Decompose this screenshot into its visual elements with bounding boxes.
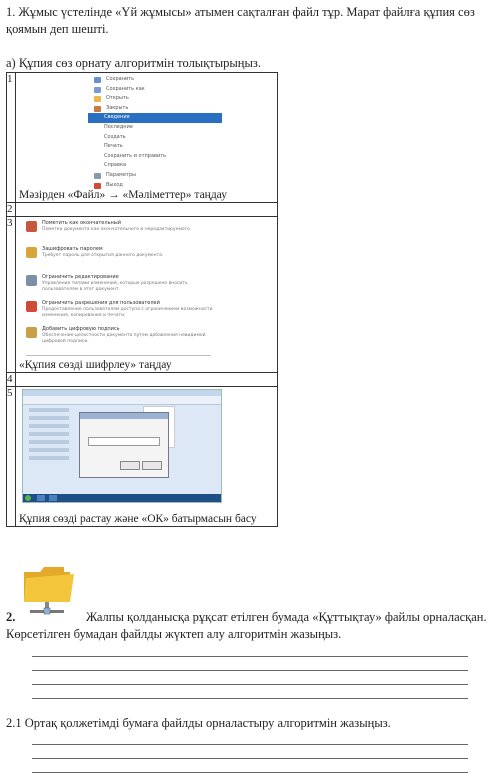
taskbar-icon <box>37 495 45 501</box>
step-1-cell <box>16 73 278 203</box>
cancel-button <box>142 461 162 470</box>
answer-line <box>32 656 468 657</box>
taskbar-icon <box>49 495 57 501</box>
step-5-caption: Құпия сөзді растау және «ОК» батырмасын басу <box>19 513 257 525</box>
divider <box>26 355 211 356</box>
protect-document-screenshot <box>24 220 224 350</box>
menu-item-save-as: Сохранить как <box>88 85 224 95</box>
step-4-blank <box>16 373 278 387</box>
password-field <box>88 437 160 446</box>
task2-text-line1: Жалпы қолданысқа рұқсат етілген бумада «Құттықтау» файлы орналасқан. <box>86 610 487 624</box>
step-5-cell <box>16 387 278 527</box>
permissions-icon <box>26 301 37 312</box>
step-3-caption: «Құпия сөзді шифрлеу» таңдау <box>19 359 172 371</box>
menu-item-save-send: Сохранить и отправить <box>104 152 167 159</box>
algorithm-table <box>6 72 278 527</box>
signature-icon <box>26 327 37 338</box>
open-folder-icon <box>94 96 101 102</box>
task2-1-text: 2.1 Ортақ қолжетімді бумаға файлды орналастыру алгоритмін жазыңыз. <box>6 716 391 730</box>
info-item: Добавить цифровую подпись Обеспечение целостности документа путем добавления невидимой цифровой подписи. <box>24 326 224 350</box>
menu-item-new: Создать <box>104 133 126 140</box>
menu-item-recent: Последние <box>104 123 133 130</box>
side-panel <box>29 408 69 464</box>
step-1-caption: Мәзірден «Файл» → «Мәліметтер» таңдау <box>19 189 227 201</box>
save-icon <box>94 77 101 83</box>
shared-folder-icon <box>20 558 78 618</box>
step-number: 3 <box>7 217 16 373</box>
task1-subtask-a: а) Құпия сөз орнату алгоритмін толықтырыңыз. <box>6 56 261 70</box>
save-as-icon <box>94 87 101 93</box>
answer-line <box>32 772 468 773</box>
edit-lock-icon <box>26 275 37 286</box>
task2-text-line2: Көрсетілген бумадан файлды жүктеп алу алгоритмін жазыңыз. <box>6 627 342 641</box>
final-doc-icon <box>26 221 37 232</box>
step-3-cell <box>16 217 278 373</box>
taskbar <box>23 494 221 502</box>
close-file-icon <box>94 106 101 112</box>
menu-item-save: Сохранить <box>88 75 224 85</box>
step-number: 1 <box>7 73 16 203</box>
password-dialog-screenshot <box>22 389 222 503</box>
info-item: Пометить как окончательный Пометка документа как окончательного и нередактируемого. <box>24 220 224 246</box>
menu-item-print: Печать <box>104 143 123 150</box>
menu-item-open: Открыть <box>88 94 224 104</box>
answer-line <box>32 698 468 699</box>
start-icon <box>25 495 31 501</box>
step-number: 2 <box>7 203 16 217</box>
info-item: Ограничить разрешения для пользователей Предоставление пользователям доступа с ограничением возможности изменения, копирования и печати. <box>24 300 224 326</box>
answer-line <box>32 758 468 759</box>
task1-text: 1. Жұмыс үстелінде «Үй жұмысы» атымен сақталған файл тұр. Марат файлға құпия сөз қоямын деп шешті. <box>6 5 475 36</box>
answer-line <box>32 684 468 685</box>
menu-item-close: Закрыть <box>88 104 224 114</box>
file-menu-screenshot <box>88 75 224 190</box>
step-number: 4 <box>7 373 16 387</box>
step-number: 5 <box>7 387 16 527</box>
menu-item-options: Параметры <box>88 171 224 181</box>
info-item: Ограничить редактирование Управление типами изменений, которые разрешено вносить пользователям в этот документ. <box>24 274 224 300</box>
ok-button <box>120 461 140 470</box>
options-icon <box>94 173 101 179</box>
step-2-blank <box>16 203 278 217</box>
key-icon <box>26 247 37 258</box>
answer-line <box>32 670 468 671</box>
dialog-titlebar <box>80 413 168 419</box>
exit-icon <box>94 183 101 189</box>
confirm-password-dialog <box>79 412 169 478</box>
menu-item-help: Справка <box>104 162 127 169</box>
menu-item-exit: Выход <box>88 181 224 191</box>
info-item: Зашифровать паролем Требует пароль для открытия данного документа. <box>24 246 224 274</box>
menu-item-info: Сведения <box>88 113 222 123</box>
task2-number: 2. <box>6 610 16 624</box>
ribbon <box>23 396 221 405</box>
answer-line <box>32 744 468 745</box>
